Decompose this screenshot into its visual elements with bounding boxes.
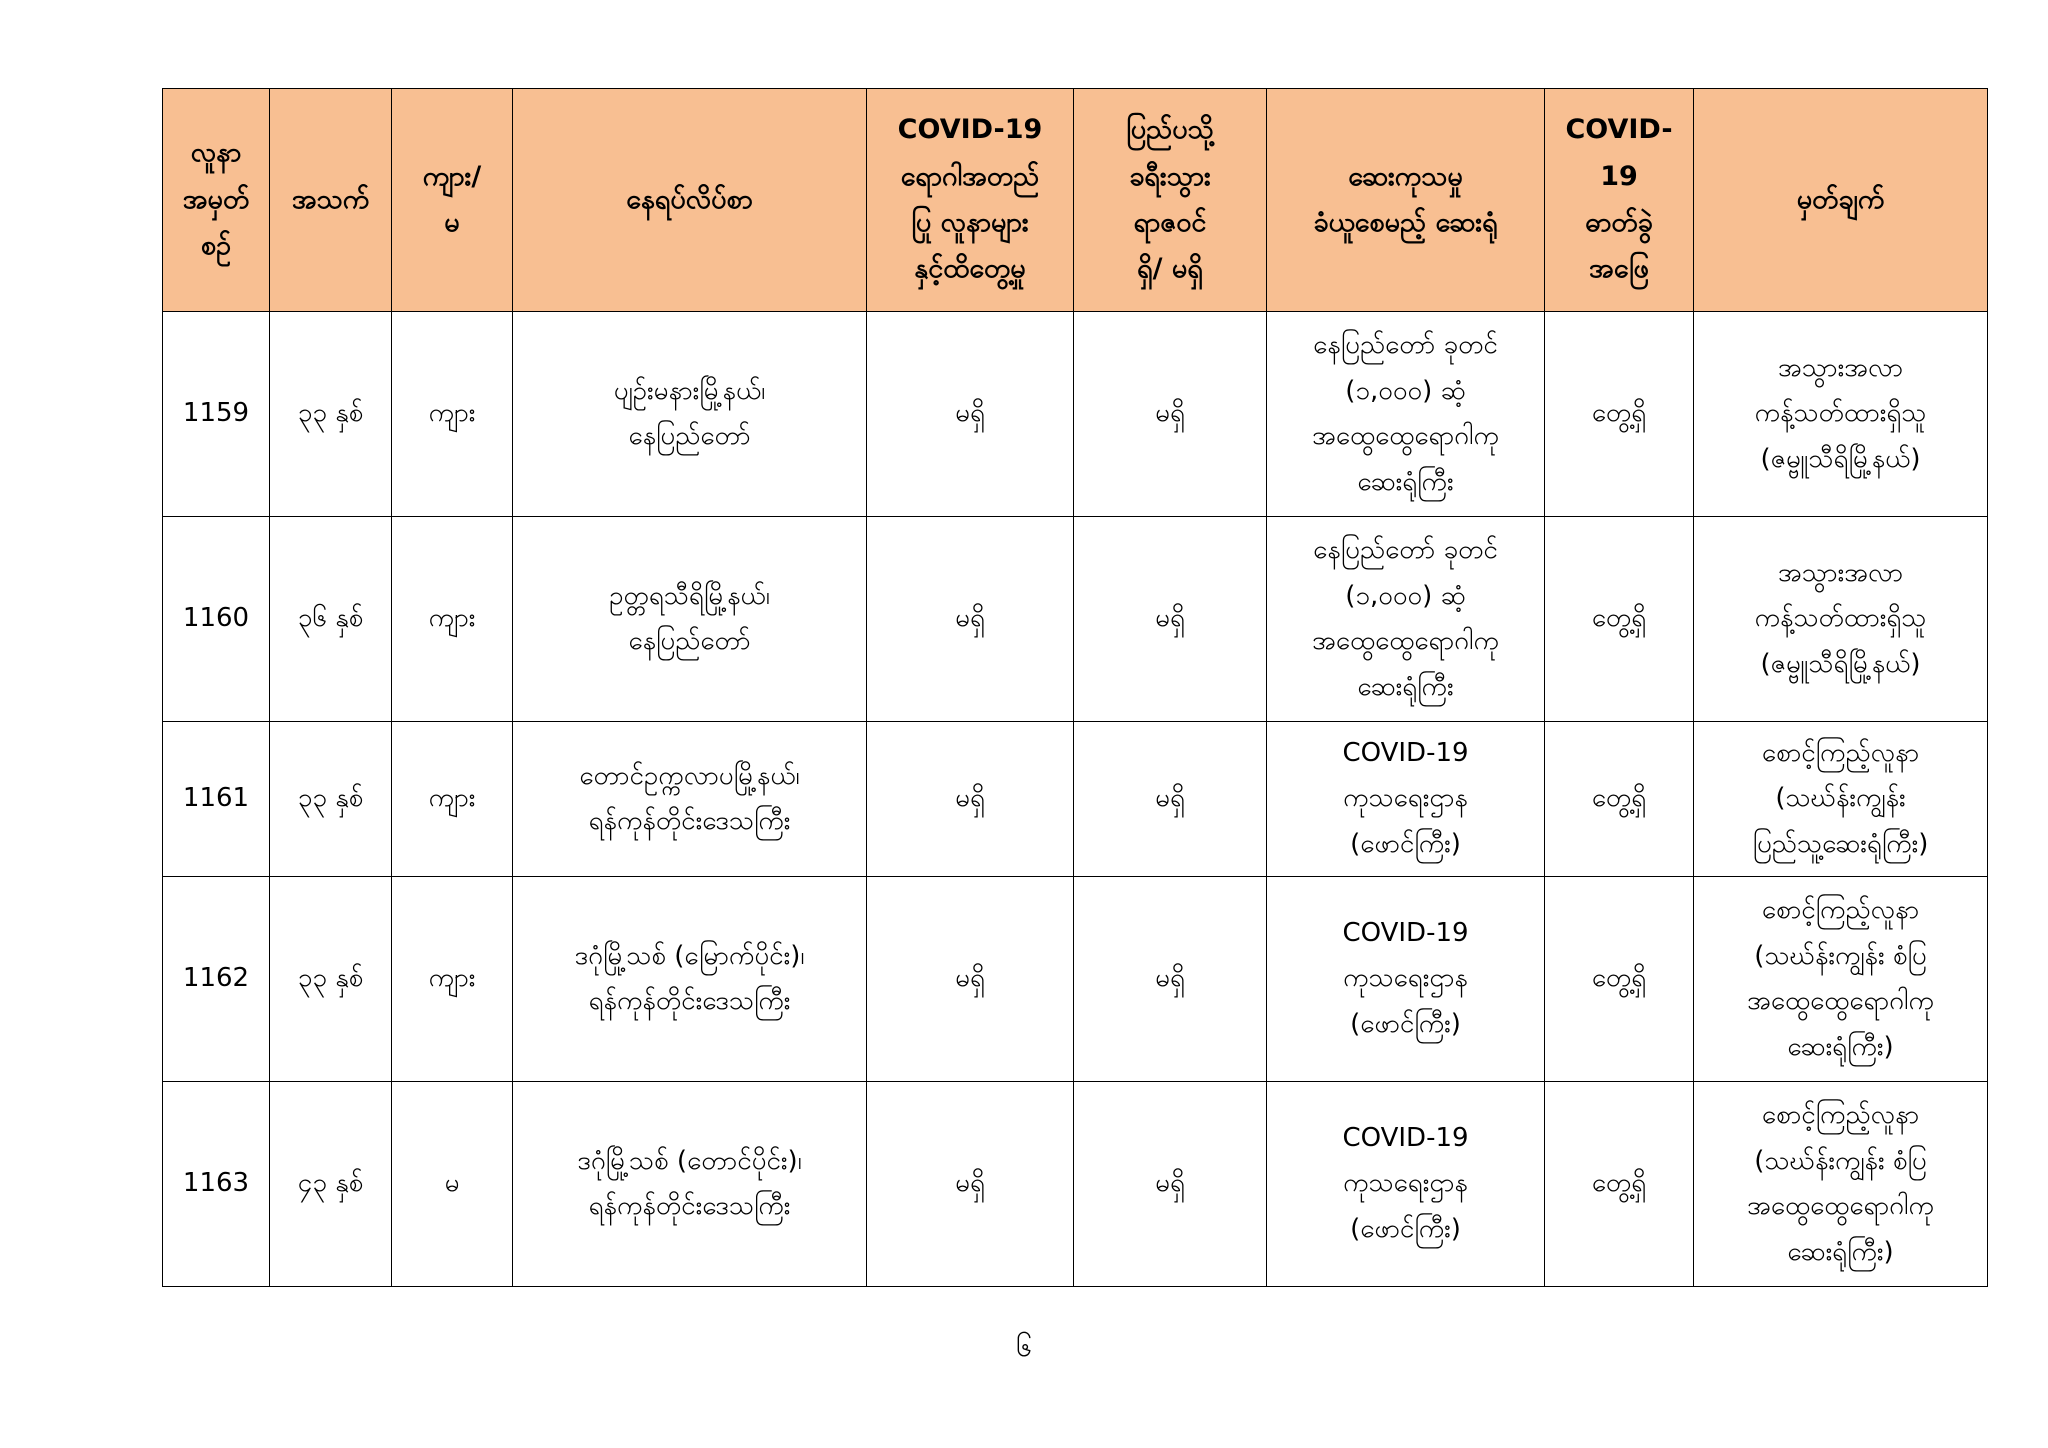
- cell-line: ကန့်သတ်ထားရှိသူ: [1754, 398, 1927, 429]
- cell-line: အသွားအလာ: [1777, 352, 1904, 383]
- header-travel-history: [1074, 89, 1267, 312]
- cell-line: စောင့်ကြည့်လူနာ: [1761, 1100, 1920, 1130]
- cell-line: ရန်ကုန်တိုင်းဒေသကြီး: [588, 986, 791, 1016]
- covid-cases-table: [162, 88, 1988, 1287]
- cell-line: အထွေထွေရောဂါကု: [1312, 626, 1499, 656]
- cell-lab-result: တွေ့ရှိ: [1545, 517, 1694, 722]
- cell-address: [513, 877, 867, 1082]
- cell-line: နေပြည်တော် ခုတင်: [1313, 330, 1498, 360]
- cell-hospital: [1267, 517, 1545, 722]
- cell-line: အထွေထွေရောဂါကု: [1312, 421, 1499, 451]
- cell-age: ၃၆ နှစ်: [270, 517, 392, 722]
- cell-line: COVID-19: [1342, 1122, 1469, 1153]
- cell-line: ရန်ကုန်တိုင်းဒေသကြီး: [588, 806, 791, 836]
- cell-address: [513, 722, 867, 877]
- cell-line: နေပြည်တော် ခုတင်: [1313, 535, 1498, 565]
- cell-line: (သဃ်န်းကျွန်း စံပြ: [1754, 940, 1927, 971]
- cell-line: ဒဂုံမြို့သစ် (မြောက်ပိုင်း)၊: [574, 940, 805, 971]
- cell-line: ဆေးရုံကြီး: [1357, 671, 1454, 702]
- cell-line: အသွားအလာ: [1777, 557, 1904, 588]
- header-case-number: [163, 89, 270, 312]
- header-line: ပြည်ပသို့: [1126, 114, 1214, 146]
- cell-line: နေပြည်တော်: [628, 421, 751, 451]
- cell-contact: မရှိ: [867, 517, 1074, 722]
- cell-hospital: [1267, 1082, 1545, 1287]
- cell-line: စောင့်ကြည့်လူနာ: [1761, 737, 1920, 768]
- header-line: မှတ်ချက်: [1796, 183, 1885, 215]
- cell-sex: မ: [392, 1082, 513, 1287]
- cell-line: (၁,၀၀၀) ဆံ့: [1345, 580, 1466, 611]
- header-line: မ: [444, 207, 460, 238]
- cell-line: (ဇမ္ဗူသီရိမြို့နယ်): [1760, 443, 1921, 474]
- cell-line: (ဖောင်ကြီး): [1350, 828, 1461, 859]
- cell-line: COVID-19: [1342, 917, 1469, 948]
- cell-contact: မရှိ: [867, 312, 1074, 517]
- cell-line: (သဃ်န်းကျွန်း စံပြ: [1754, 1145, 1927, 1176]
- header-line: ဓာတ်ခွဲ: [1585, 207, 1653, 238]
- cell-line: ကုသရေးဌာန: [1343, 783, 1468, 814]
- cell-age: ၃၃ နှစ်: [270, 877, 392, 1082]
- header-line: နေရပ်လိပ်စာ: [626, 183, 753, 215]
- cell-line: အထွေထွေရောဂါကု: [1747, 986, 1934, 1016]
- header-line: ပြု လူနာများ: [911, 207, 1029, 238]
- cell-remark: [1694, 312, 1988, 517]
- header-line: ခရီးသွား: [1129, 160, 1211, 192]
- cell-hospital: [1267, 312, 1545, 517]
- header-line: လူနာ: [190, 137, 242, 169]
- cell-contact: မရှိ: [867, 1082, 1074, 1287]
- header-age: [270, 89, 392, 312]
- cell-travel-history: မရှိ: [1074, 877, 1267, 1082]
- cell-sex: ကျား: [392, 877, 513, 1082]
- cell-line: (ဇမ္ဗူသီရိမြို့နယ်): [1760, 648, 1921, 679]
- header-line: 19: [1600, 160, 1638, 192]
- header-address: [513, 89, 867, 312]
- header-line: ရာဇဝင်: [1133, 207, 1207, 238]
- cell-line: တောင်ဥက္ကလာပမြို့နယ်၊: [579, 760, 800, 791]
- cell-line: (ဖောင်ကြီး): [1350, 1213, 1461, 1244]
- cell-sex: ကျား: [392, 722, 513, 877]
- cell-line: အထွေထွေရောဂါကု: [1747, 1191, 1934, 1221]
- header-line: ကျား/: [422, 160, 482, 192]
- header-contact: [867, 89, 1074, 312]
- header-line: ရှိ/ မရှိ: [1137, 253, 1203, 285]
- cell-address: [513, 1082, 867, 1287]
- header-remark: [1694, 89, 1988, 312]
- cell-line: နေပြည်တော်: [628, 626, 751, 656]
- cell-sex: ကျား: [392, 312, 513, 517]
- cell-line: (သဃ်န်းကျွန်း: [1775, 783, 1906, 814]
- cell-line: ဒဂုံမြို့သစ် (တောင်ပိုင်း)၊: [577, 1145, 802, 1176]
- table-row: [163, 877, 1988, 1082]
- table-body: [163, 312, 1988, 1287]
- cell-remark: [1694, 517, 1988, 722]
- cell-contact: မရှိ: [867, 722, 1074, 877]
- cell-case-number: 1159: [163, 312, 270, 517]
- page-number: ၆: [1016, 1330, 1032, 1363]
- cell-line: ဥတ္တရသီရိမြို့နယ်၊: [609, 580, 770, 611]
- table-row: [163, 312, 1988, 517]
- cell-lab-result: တွေ့ရှိ: [1545, 722, 1694, 877]
- cell-line: (ဖောင်ကြီး): [1350, 1008, 1461, 1039]
- cell-travel-history: မရှိ: [1074, 722, 1267, 877]
- cell-travel-history: မရှိ: [1074, 312, 1267, 517]
- cell-hospital: [1267, 722, 1545, 877]
- cell-remark: [1694, 877, 1988, 1082]
- cell-line: ဆေးရုံကြီး): [1787, 1031, 1894, 1062]
- cell-line: ကန့်သတ်ထားရှိသူ: [1754, 603, 1927, 634]
- cell-address: [513, 312, 867, 517]
- cell-hospital: [1267, 877, 1545, 1082]
- header-line: ဆေးကုသမှု: [1348, 160, 1463, 192]
- table-row: [163, 722, 1988, 877]
- header-line: စဉ်: [200, 230, 232, 262]
- header-line: COVID-19: [897, 114, 1043, 146]
- header-line: နှင့်ထိတွေ့မှု: [914, 253, 1026, 285]
- header-hospital: [1267, 89, 1545, 312]
- cell-address: [513, 517, 867, 722]
- cell-line: စောင့်ကြည့်လူနာ: [1761, 895, 1920, 925]
- cell-line: COVID-19: [1342, 737, 1469, 768]
- cell-line: ဆေးရုံကြီး: [1357, 466, 1454, 497]
- cell-travel-history: မရှိ: [1074, 517, 1267, 722]
- cell-lab-result: တွေ့ရှိ: [1545, 1082, 1694, 1287]
- cell-sex: ကျား: [392, 517, 513, 722]
- cell-age: ၃၃ နှစ်: [270, 312, 392, 517]
- header-lab-result: [1545, 89, 1694, 312]
- table-row: [163, 1082, 1988, 1287]
- cell-case-number: 1160: [163, 517, 270, 722]
- cell-travel-history: မရှိ: [1074, 1082, 1267, 1287]
- header-line: အသက်: [291, 183, 370, 215]
- cell-remark: [1694, 722, 1988, 877]
- header-line: အမှတ်: [182, 183, 250, 215]
- header-line: ရောဂါအတည်: [900, 160, 1040, 192]
- cell-age: ၄၃ နှစ်: [270, 1082, 392, 1287]
- cell-remark: [1694, 1082, 1988, 1287]
- cell-case-number: 1162: [163, 877, 270, 1082]
- cell-line: (၁,၀၀၀) ဆံ့: [1345, 375, 1466, 406]
- header-line: အဖြေ: [1589, 253, 1649, 285]
- table-header-row: [163, 89, 1988, 312]
- table-row: [163, 517, 1988, 722]
- cell-lab-result: တွေ့ရှိ: [1545, 877, 1694, 1082]
- cell-case-number: 1163: [163, 1082, 270, 1287]
- cell-lab-result: တွေ့ရှိ: [1545, 312, 1694, 517]
- cell-line: ရန်ကုန်တိုင်းဒေသကြီး: [588, 1191, 791, 1221]
- header-line: COVID-: [1565, 114, 1673, 146]
- header-sex: [392, 89, 513, 312]
- cell-line: ပြည်သူ့ဆေးရုံကြီး): [1752, 828, 1929, 859]
- cell-line: ဆေးရုံကြီး): [1787, 1236, 1894, 1267]
- cell-age: ၃၃ နှစ်: [270, 722, 392, 877]
- cell-line: ပျဉ်းမနားမြို့နယ်၊: [613, 375, 766, 406]
- cell-contact: မရှိ: [867, 877, 1074, 1082]
- cell-line: ကုသရေးဌာန: [1343, 1168, 1468, 1199]
- header-line: ခံယူစေမည့် ဆေးရုံ: [1313, 207, 1498, 238]
- cell-line: ကုသရေးဌာန: [1343, 963, 1468, 994]
- cell-case-number: 1161: [163, 722, 270, 877]
